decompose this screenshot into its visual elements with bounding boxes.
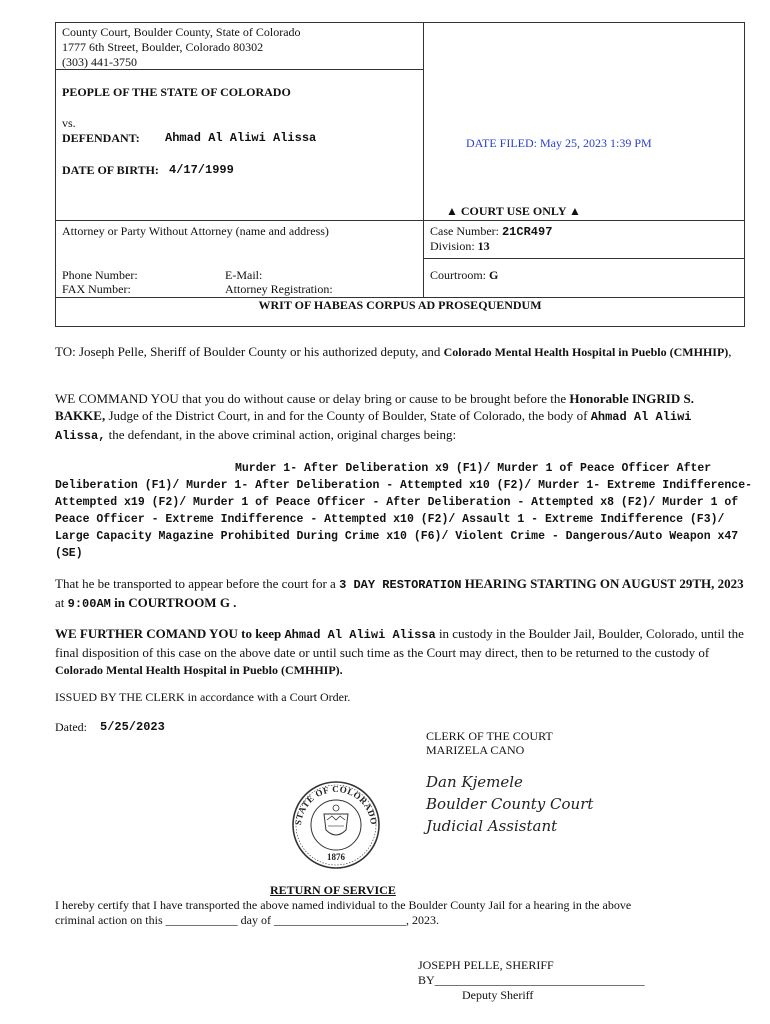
further-text-2: Colorado, until the final disposition of this case on the above date or until such time as the Court may direct, then to bbox=[55, 626, 744, 660]
restoration-days: 3 DAY RESTORATION bbox=[339, 578, 462, 592]
further-text-1: in custody in the Boulder Jail, Boulder, bbox=[438, 626, 643, 641]
transport-at: at bbox=[55, 595, 65, 610]
courtroom-label: Courtroom: bbox=[430, 268, 486, 282]
further-paragraph bbox=[55, 625, 745, 679]
registration-label: Attorney Registration: bbox=[225, 282, 333, 296]
court-address: 1777 6th Street, Boulder, Colorado 80302 bbox=[62, 40, 264, 54]
date-filed-stamp: DATE FILED: May 25, 2023 1:39 PM bbox=[466, 136, 652, 150]
clerk-name: MARIZELA CANO bbox=[426, 743, 525, 757]
court-phone: (303) 441-3750 bbox=[62, 55, 137, 69]
caption-rule bbox=[55, 220, 745, 221]
charges-line: Deliberation (F1)/ Murder 1- After Deliberation - Attempted x10 (F2)/ Murder 1- Extreme Indifference- bbox=[55, 479, 753, 492]
to-paragraph bbox=[55, 343, 745, 361]
vs-line: vs. bbox=[62, 116, 76, 130]
further-text-3: be returned to the custody of bbox=[560, 645, 710, 660]
defendant-name: Ahmad Al Aliwi Alissa bbox=[165, 131, 317, 145]
caption-rule bbox=[423, 258, 745, 259]
sheriff-name: JOSEPH PELLE, SHERIFF bbox=[418, 958, 554, 972]
hearing-time: 9:00AM bbox=[67, 597, 111, 611]
dated-value: 5/25/2023 bbox=[100, 720, 165, 734]
command-text: WE COMMAND YOU that you do without cause or delay bring or cause to be brought before the bbox=[55, 391, 567, 406]
charges-line: Peace Officer - Extreme Indifference - Attempted x10 (F2)/ Assault 1 - Extreme Indifference (F3)/ bbox=[55, 513, 725, 526]
dob-label: DATE OF BIRTH: bbox=[62, 163, 159, 177]
case-number-field bbox=[430, 224, 552, 240]
email-label: E-Mail: bbox=[225, 268, 263, 282]
further-text: WE FURTHER COMAND YOU to keep bbox=[55, 626, 282, 641]
seal-text: STATE OF COLORADO bbox=[292, 783, 380, 826]
court-use-only: ▲ COURT USE ONLY ▲ bbox=[446, 204, 581, 218]
division-field bbox=[430, 239, 490, 254]
judge-name: Honorable INGRID S. BAKKE, bbox=[55, 391, 694, 423]
command-text-3: the defendant, in the above criminal action, original charges being: bbox=[108, 427, 457, 442]
issued-line: ISSUED BY THE CLERK in accordance with a Court Order. bbox=[55, 690, 351, 704]
dob-value: 4/17/1999 bbox=[169, 163, 234, 177]
signature-court: Boulder County Court bbox=[426, 795, 594, 813]
people-line: PEOPLE OF THE STATE OF COLORADO bbox=[62, 85, 291, 99]
state-seal-icon bbox=[288, 780, 384, 870]
courtroom-value: G bbox=[489, 268, 499, 282]
document-title: WRIT OF HABEAS CORPUS AD PROSEQUENDUM bbox=[258, 298, 542, 312]
seal-year: 1876 bbox=[327, 852, 345, 862]
fax-label: FAX Number: bbox=[62, 282, 131, 296]
case-number-label: Case Number: bbox=[430, 224, 499, 238]
deputy-label: Deputy Sheriff bbox=[462, 988, 534, 1002]
hearing-date: 29TH, 2023 bbox=[679, 576, 744, 591]
charges-line: (SE) bbox=[55, 547, 83, 560]
command-paragraph bbox=[55, 390, 745, 445]
return-heading: RETURN OF SERVICE bbox=[270, 883, 396, 897]
command-text-2: Judge of the District Court, in and for the County of Boulder, State of Colorado, the body of bbox=[108, 408, 588, 423]
defendant-name-inline: Ahmad Al Aliwi Alissa bbox=[284, 628, 436, 642]
defendant-name-inline: Ahmad Al Aliwi Alissa, bbox=[55, 410, 692, 443]
return-line-2: criminal action on this ____________ day of ______________________, 2023. bbox=[55, 913, 439, 927]
to-end: , bbox=[728, 344, 732, 359]
return-hospital: Colorado Mental Health Hospital in Pueblo (CMHHIP). bbox=[55, 663, 343, 677]
transport-paragraph bbox=[55, 575, 745, 613]
to-text: TO: Joseph Pelle, Sheriff of Boulder County or his authorized deputy, and bbox=[55, 344, 441, 359]
courtroom-field bbox=[430, 268, 498, 283]
clerk-title: CLERK OF THE COURT bbox=[426, 729, 553, 743]
court-name: County Court, Boulder County, State of Colorado bbox=[62, 25, 301, 39]
charges-line: Murder 1- After Deliberation x9 (F1)/ Murder 1 of Peace Officer After bbox=[235, 462, 712, 475]
charges-line: Large Capacity Magazine Prohibited During Crime x10 (F6)/ Violent Crime - Dangerous/Auto Weapon x47 bbox=[55, 530, 739, 543]
dated-label: Dated: bbox=[55, 720, 87, 734]
transport-text: That he be transported to appear before the court for a bbox=[55, 576, 336, 591]
division-value: 13 bbox=[477, 239, 490, 253]
case-number-value: 21CR497 bbox=[501, 225, 553, 239]
caption-divider bbox=[423, 22, 424, 297]
charges-line: Attempted x19 (F2)/ Murder 1 of Peace Officer - After Deliberation - Attempted x8 (F2)/ Murder 1 of bbox=[55, 496, 739, 509]
to-hospital: Colorado Mental Health Hospital in Pueblo (CMHHIP) bbox=[443, 345, 729, 359]
phone-label: Phone Number: bbox=[62, 268, 138, 282]
signature-name: Dan Kjemele bbox=[426, 773, 523, 791]
signature-title: Judicial Assistant bbox=[426, 817, 558, 835]
sheriff-signature-line: BY___________________________________ bbox=[418, 973, 645, 987]
division-label: Division: bbox=[430, 239, 475, 253]
return-line-1: I hereby certify that I have transported the above named individual to the Boulder County Jail for a hearing in the above bbox=[55, 898, 632, 912]
hearing-courtroom: in COURTROOM G . bbox=[114, 595, 237, 610]
charges-block bbox=[55, 460, 755, 562]
defendant-label: DEFENDANT: bbox=[62, 131, 140, 145]
attorney-label: Attorney or Party Without Attorney (name and address) bbox=[62, 224, 329, 238]
hearing-text: HEARING STARTING ON AUGUST bbox=[464, 576, 677, 591]
